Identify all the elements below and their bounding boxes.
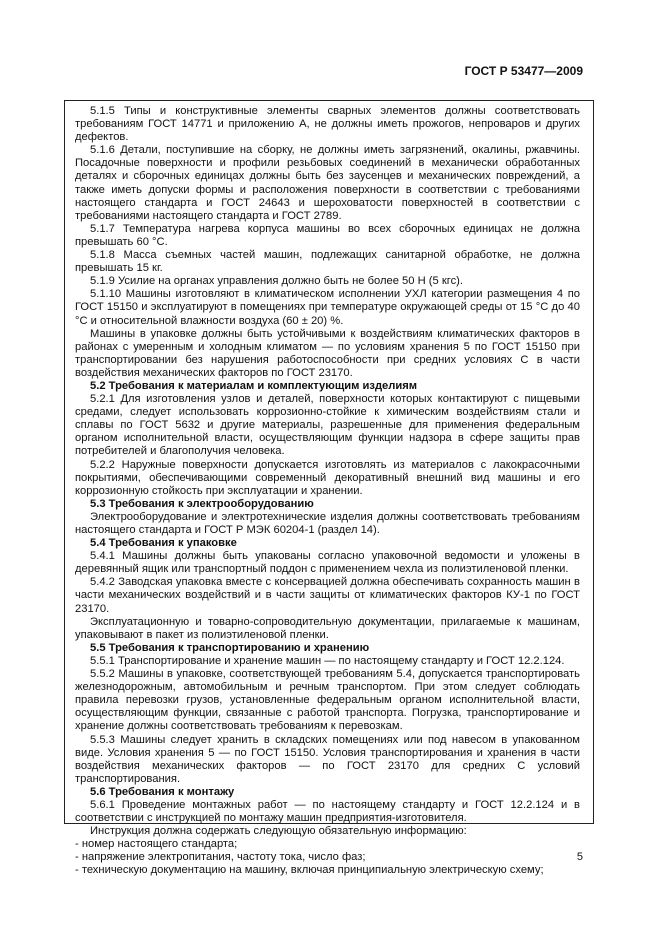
list-item: - номер настоящего стандарта; xyxy=(75,838,238,851)
paragraph: 5.1.7 Температура нагрева корпуса машины во всех сборочных единицах не должна превышать 60 °С. xyxy=(75,222,580,248)
paragraph: 5.6.1 Проведение монтажных работ — по настоящему стандарту и ГОСТ 12.2.124 и в соответствии с инструкцией по монтажу машин предприятия-изготовителя. xyxy=(75,798,580,825)
paragraph: 5.2.2 Наружные поверхности допускается изготовлять из материалов с лакокрасочными покрытиями, обеспечивающими современный декоративный внешний вид машины и его коррозионную стойкость при эксплуатации и хранении. xyxy=(75,458,580,497)
paragraph: 5.1.5 Типы и конструктивные элементы сварных элементов должны соответствовать требованиям ГОСТ 14771 и приложению А, не должны иметь прожогов, непроваров и других дефектов. xyxy=(75,105,580,144)
paragraph: 5.1.6 Детали, поступившие на сборку, не должны иметь загрязнений, окалины, ржавчины. Посадочные поверхности и профили резьбовых соединений в механически обработанных деталях и сборочных единицах должны быть без заусенцев и механических повреждений, а также иметь допуски формы и расположения поверхности в соответствии с требованиями настоящего стандарта и ГОСТ 24643 и шероховатости поверхностей в соответствии с требованиями настоящего стандарта и ГОСТ 2789. xyxy=(75,144,580,222)
section-heading: 5.4 Требования к упаковке xyxy=(90,537,237,550)
document-header: ГОСТ Р 53477—2009 xyxy=(464,64,583,78)
paragraph: 5.4.2 Заводская упаковка вместе с консервацией должна обеспечивать сохранность машин в части механических воздействий и в части защиты от климатических факторов КУ-1 по ГОСТ 23170. xyxy=(75,576,580,615)
paragraph: 5.4.1 Машины должны быть упакованы согласно упаковочной ведомости и уложены в деревянный ящик или транспортный поддон с применением чехла из полиэтиленовой пленки. xyxy=(75,550,580,576)
section-heading: 5.5 Требования к транспортированию и хранению xyxy=(90,641,370,654)
page-number: 5 xyxy=(576,851,583,863)
paragraph: 5.1.8 Масса съемных частей машин, подлежащих санитарной обработке, не должна превышать 15 кг. xyxy=(75,249,580,275)
list-item: - напряжение электропитания, частоту тока, число фаз; xyxy=(75,851,366,864)
paragraph: 5.5.2 Машины в упаковке, соответствующей требованиям 5.4, допускается транспортировать железнодорожным, автомобильным и речным транспортом. При этом следует соблюдать правила перевозки грузов, установленные федеральным органом исполнительной власти, осуществляющим функции, связанные с работой транспорта. Погрузка, транспортирование и хранение должны соответствовать требованиям к перевозкам. xyxy=(75,668,580,733)
paragraph: 5.1.10 Машины изготовляют в климатическом исполнении УХЛ категории размещения 4 по ГОСТ 15150 и эксплуатируют в помещениях при температуре окружающей среды от 15 °С до 40 °С и относительной влажности воздуха (60 ± 20) %. xyxy=(75,288,580,327)
document-body xyxy=(75,105,580,878)
paragraph: 5.5.3 Машины следует хранить в складских помещениях или под навесом в упакованном виде. Условия хранения 5 — по ГОСТ 15150. Условия транспортирования и хранения в части воздействия механических факторов — по ГОСТ 23170 для средних С условий транспортирования. xyxy=(75,733,580,785)
paragraph: 5.2.1 Для изготовления узлов и деталей, поверхности которых контактируют с пищевыми средами, следует использовать коррозионно-стойкие к химическим воздействиям стали и сплавы по ГОСТ 5632 и другие материалы, разрешенные для применения федеральным органом исполнительной власти, осуществляющим функции надзора в сфере защиты прав потребителей и благополучия человека. xyxy=(75,393,580,458)
section-heading: 5.2 Требования к материалам и комплектующим изделиям xyxy=(90,379,418,392)
paragraph: Эксплуатационную и товарно-сопроводительную документации, прилагаемые к машинам, упаковывают в пакет из полиэтиленовой пленки. xyxy=(75,615,580,641)
section-heading: 5.3 Требования к электрооборудованию xyxy=(90,497,314,510)
section-heading: 5.6 Требования к монтажу xyxy=(90,785,235,798)
paragraph: 5.5.1 Транспортирование и хранение машин — по настоящему стандарту и ГОСТ 12.2.124. xyxy=(90,654,565,667)
paragraph: Инструкция должна содержать следующую обязательную информацию: xyxy=(90,825,467,838)
paragraph: Электрооборудование и электротехнические изделия должны соответствовать требованиям настоящего стандарта и ГОСТ Р МЭК 60204-1 (раздел 14). xyxy=(75,510,580,536)
paragraph: Машины в упаковке должны быть устойчивыми к воздействиям климатических факторов в районах с умеренным и холодным климатом — по условиям хранения 5 по ГОСТ 15150 при транспортировании без нарушения работоспособности при средних условиях С в части воздействия механических факторов по ГОСТ 23170. xyxy=(75,327,580,379)
paragraph: 5.1.9 Усилие на органах управления должно быть не более 50 Н (5 кгс). xyxy=(90,275,463,288)
list-item: - техническую документацию на машину, включая принципиальную электрическую схему; xyxy=(75,864,544,877)
